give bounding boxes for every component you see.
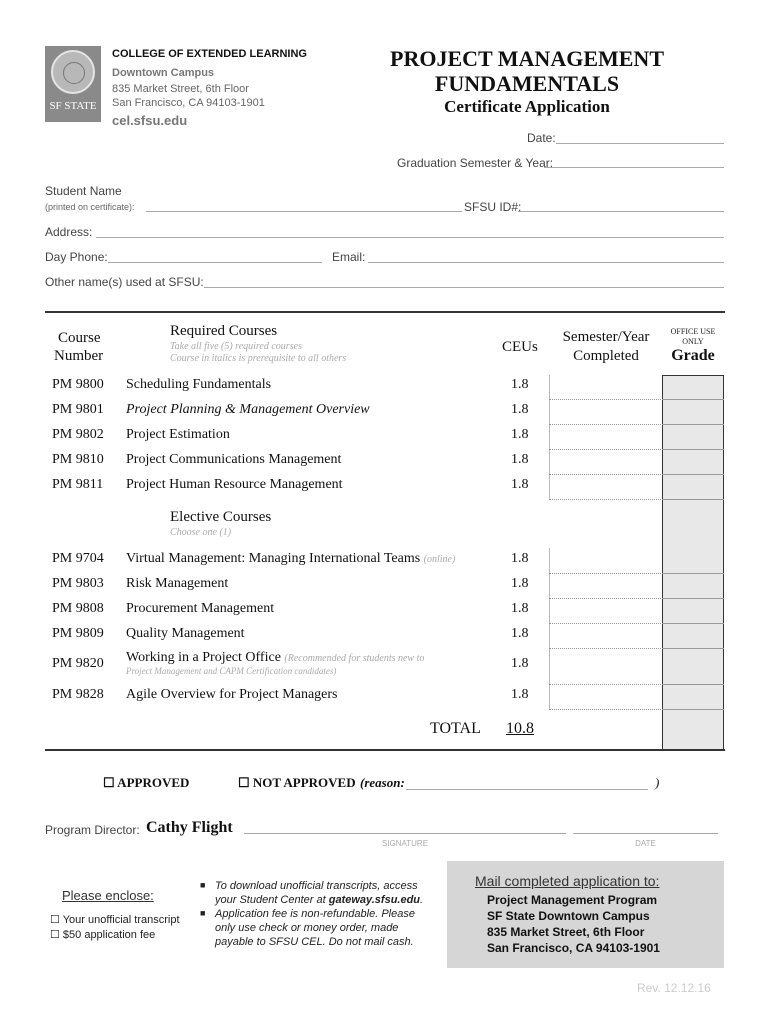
course-name: Agile Overview for Project Managers [126,687,338,702]
note-fee-line1: Application fee is non-refundable. Please [215,908,415,920]
campus-name: Downtown Campus [112,67,215,79]
university-seal-icon [51,50,95,94]
grade-field [662,424,724,425]
campus-address-line1: 835 Market Street, 6th Floor [112,83,249,95]
note-transcript-line2: your Student Center at gateway.sfsu.edu. [215,894,424,906]
course-ceu: 1.8 [511,687,529,702]
program-director-name: Cathy Flight [146,819,233,836]
recommended-tag: (Recommended for students new to [284,653,425,664]
office-use-label: OFFICE USE [670,327,716,336]
please-enclose-title: Please enclose: [62,888,154,903]
semester-header-line1: Semester/Year [562,329,650,345]
college-name: COLLEGE OF EXTENDED LEARNING [112,48,307,60]
course-name: Project Human Resource Management [126,477,343,492]
course-ceu: 1.8 [511,402,529,417]
approved-checkbox[interactable]: ☐ APPROVED [103,775,190,790]
grade-field [662,623,724,624]
day-phone-field[interactable] [108,262,322,263]
semester-field[interactable] [549,399,661,400]
page-title-line2: FUNDAMENTALS [434,71,620,96]
course-name: Working in a Project Office (Recommended for students new to [126,650,425,665]
course-row [52,626,552,646]
course-ceu: 1.8 [511,626,529,641]
graduation-label: Graduation Semester & Year: [397,156,554,170]
semester-field[interactable] [549,449,661,450]
mail-line2: SF State Downtown Campus [487,909,650,923]
student-name-label: Student Name [45,184,122,198]
course-number: PM 9811 [52,477,104,492]
course-number: PM 9828 [52,687,104,702]
sfsu-id-field[interactable] [518,211,724,212]
mail-title: Mail completed application to: [475,873,660,889]
reason-field[interactable] [406,789,648,790]
semester-field[interactable] [549,598,661,599]
signature-field[interactable] [244,833,566,834]
course-ceu: 1.8 [511,601,529,616]
date-label: Date: [527,131,556,145]
course-row [52,477,552,497]
date-field[interactable] [556,143,724,144]
graduation-field[interactable] [544,167,724,168]
grade-field [662,684,724,685]
required-courses-note1: Take all five (5) required courses [170,341,302,352]
semester-field[interactable] [549,424,661,425]
campus-address-line2: San Francisco, CA 94103-1901 [112,97,265,109]
course-number: PM 9802 [52,427,104,442]
semester-field[interactable] [549,709,661,710]
table-bottom-rule [45,749,725,751]
mail-line1: Project Management Program [487,893,658,907]
course-row [52,402,552,422]
semester-field[interactable] [549,623,661,624]
course-name: Scheduling Fundamentals [126,377,272,392]
course-name: Risk Management [126,576,229,591]
gateway-link[interactable]: gateway.sfsu.edu [328,894,421,906]
course-name: Project Estimation [126,427,230,442]
sf-state-logo [45,46,101,122]
mail-line3: 835 Market Street, 6th Floor [487,925,645,939]
course-name: Project Planning & Management Overview [126,402,370,417]
other-names-label: Other name(s) used at SFSU: [45,275,204,289]
semester-header-line2: Completed [573,348,639,364]
program-director-label: Program Director: [45,823,140,837]
course-name: Procurement Management [126,601,275,616]
semester-field[interactable] [549,474,661,475]
course-number: PM 9808 [52,601,104,616]
reason-label: (reason: [360,775,405,790]
office-grade-column [662,375,724,749]
website-link[interactable]: cel.sfsu.edu [112,113,188,128]
course-name: Project Communications Management [126,452,342,467]
course-number: PM 9810 [52,452,104,467]
course-number: PM 9809 [52,626,104,641]
course-number: PM 9801 [52,402,104,417]
course-row [52,427,552,447]
enclose-transcript-checkbox[interactable]: ☐ Your unofficial transcript [50,914,180,926]
course-row [52,601,552,621]
course-number: PM 9800 [52,377,104,392]
enclose-fee-checkbox[interactable]: ☐ $50 application fee [50,929,156,941]
course-row [52,452,552,472]
date-caption: DATE [635,839,656,848]
email-field[interactable] [368,262,724,263]
student-name-field[interactable] [146,211,462,212]
page-subtitle: Certificate Application [444,97,610,116]
semester-field[interactable] [549,648,661,649]
grade-field [662,709,724,710]
course-ceu: 1.8 [511,427,529,442]
not-approved-checkbox[interactable]: ☐ NOT APPROVED [238,775,356,790]
ceus-header: CEUs [502,339,538,355]
day-phone-label: Day Phone: [45,250,108,264]
sfsu-id-label: SFSU ID#: [464,200,522,214]
grade-field [662,474,724,475]
course-number: PM 9704 [52,551,104,566]
total-label: TOTAL [430,720,481,737]
course-header-line2: Number [54,348,104,364]
logo-text: SF STATE [49,100,97,112]
course-ceu: 1.8 [511,656,529,671]
elective-courses-title: Elective Courses [170,509,272,525]
note-fee-line2: only use check or money order, made [215,922,399,934]
bullet-icon: ■ [200,880,206,890]
required-courses-note2: Course in italics is prerequisite to all others [170,353,347,364]
semester-field[interactable] [549,573,661,574]
total-value: 10.8 [506,720,534,737]
grade-field [662,399,724,400]
course-ceu: 1.8 [511,477,529,492]
course-row [52,650,552,676]
mail-line4: San Francisco, CA 94103-1901 [487,941,660,955]
course-row [52,551,552,571]
course-row [52,576,552,596]
grade-field [662,573,724,574]
semester-field[interactable] [549,684,661,685]
grade-field [662,499,724,500]
course-header-line1: Course [58,330,101,346]
course-row [52,377,552,397]
course-number: PM 9820 [52,656,104,671]
semester-field[interactable] [549,499,661,500]
course-ceu: 1.8 [511,452,529,467]
course-row [52,687,552,707]
grade-field [662,598,724,599]
course-name: Quality Management [126,626,245,641]
student-name-note: (printed on certificate): [45,202,135,212]
other-names-field[interactable] [204,287,724,288]
address-field[interactable] [96,237,724,238]
grade-header: Grade [671,347,715,364]
signature-date-field[interactable] [573,833,718,834]
revision-label: Rev. 12.12.16 [637,981,711,995]
course-number: PM 9803 [52,576,104,591]
bullet-icon: ■ [200,908,206,918]
email-label: Email: [332,250,366,264]
address-label: Address: [45,225,93,239]
grade-field [662,449,724,450]
online-tag: (online) [423,554,456,565]
elective-courses-note: Choose one (1) [170,527,232,538]
note-transcript-line1: To download unofficial transcripts, access [215,880,418,892]
course-name: Virtual Management: Managing International Teams (online) [126,551,456,566]
page-title-line1: PROJECT MANAGEMENT [390,46,664,71]
grade-field [662,648,724,649]
course-ceu: 1.8 [511,576,529,591]
required-courses-title: Required Courses [170,323,278,339]
course-ceu: 1.8 [511,551,529,566]
office-only-label: ONLY [682,337,704,346]
course-subnote: Project Management and CAPM Certification candidates) [126,666,337,676]
table-top-rule [45,311,725,313]
reason-close: ) [655,775,660,790]
signature-caption: SIGNATURE [381,839,429,848]
course-ceu: 1.8 [511,377,529,392]
note-fee-line3: payable to SFSU CEL. Do not mail cash. [215,936,414,948]
